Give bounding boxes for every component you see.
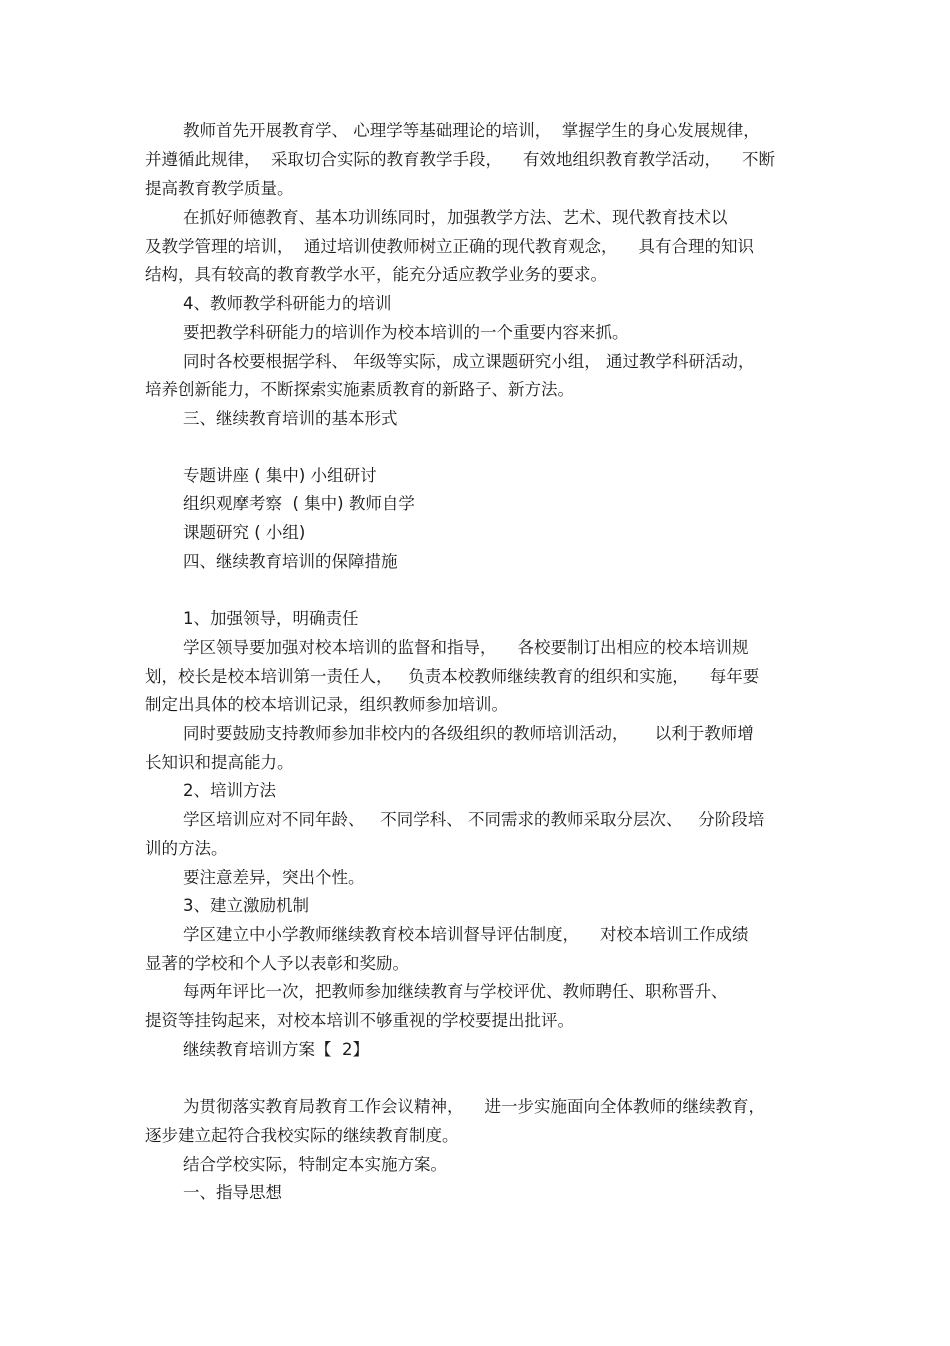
paragraph-line: 提资等挂钩起来，对校本培训不够重视的学校要提出批评。 xyxy=(145,1011,574,1030)
paragraph-line: 每两年评比一次，把教师参加继续教育与学校评优、教师聘任、职称晋升、 xyxy=(183,982,728,1001)
paragraph-line: 同时要鼓励支持教师参加非校内的各级组织的教师培训活动， 以利于教师增 xyxy=(183,724,754,743)
paragraph-line: 学区领导要加强对校本培训的监督和指导， 各校要制订出相应的校本培训规 xyxy=(183,638,749,657)
paragraph-line: 结合学校实际，特制定本实施方案。 xyxy=(183,1155,447,1174)
paragraph-line: 长知识和提高能力。 xyxy=(145,753,294,772)
paragraph-line: 逐步建立起符合我校实际的继续教育制度。 xyxy=(145,1126,459,1145)
paragraph-line: 提高教育教学质量。 xyxy=(145,179,294,198)
section-heading: 2、培训方法 xyxy=(183,781,276,800)
paragraph-line: 要注意差异，突出个性。 xyxy=(183,868,365,887)
list-item: 专题讲座 ( 集中) 小组研讨 xyxy=(183,466,377,485)
paragraph-line: 同时各校要根据学科、 年级等实际，成立课题研究小组， 通过教学科研活动， xyxy=(183,352,755,371)
paragraph-line: 学区建立中小学教师继续教育校本培训督导评估制度， 对校本培训工作成绩 xyxy=(183,925,749,944)
section-heading: 1、加强领导，明确责任 xyxy=(183,609,359,628)
list-item: 课题研究 ( 小组) xyxy=(183,523,306,542)
section-heading: 三、继续教育培训的基本形式 xyxy=(183,409,398,428)
paragraph-line: 教师首先开展教育学、 心理学等基础理论的培训， 掌握学生的身心发展规律， xyxy=(183,121,760,140)
paragraph-line: 显著的学校和个人予以表彰和奖励。 xyxy=(145,954,409,973)
paragraph-line: 培养创新能力，不断探索实施素质教育的新路子、新方法。 xyxy=(145,380,574,399)
paragraph-line: 为贯彻落实教育局教育工作会议精神， 进一步实施面向全体教师的继续教育， xyxy=(183,1097,765,1116)
section-title: 继续教育培训方案【 2】 xyxy=(183,1040,369,1059)
paragraph-line: 结构，具有较高的教育教学水平，能充分适应教学业务的要求。 xyxy=(145,265,607,284)
section-heading: 四、继续教育培训的保障措施 xyxy=(183,552,398,571)
section-heading: 一、指导思想 xyxy=(183,1183,282,1202)
paragraph-line: 训的方法。 xyxy=(145,839,228,858)
paragraph-line: 并遵循此规律， 采取切合实际的教育教学手段， 有效地组织教育教学活动， 不断 xyxy=(145,150,775,169)
paragraph-line: 学区培训应对不同年龄、 不同学科、 不同需求的教师采取分层次、 分阶段培 xyxy=(183,810,765,829)
list-item: 组织观摩考察 ( 集中) 教师自学 xyxy=(183,494,415,513)
paragraph-line: 在抓好师德教育、基本功训练同时，加强教学方法、艺术、现代教育技术以 xyxy=(183,208,728,227)
paragraph-line: 划，校长是校本培训第一责任人， 负责本校教师继续教育的组织和实施， 每年要 xyxy=(145,667,760,686)
paragraph-line: 要把教学科研能力的培训作为校本培训的一个重要内容来抓。 xyxy=(183,323,629,342)
paragraph-line: 制定出具体的校本培训记录，组织教师参加培训。 xyxy=(145,695,508,714)
section-heading: 4、教师教学科研能力的培训 xyxy=(183,294,392,313)
section-heading: 3、建立激励机制 xyxy=(183,896,309,915)
paragraph-line: 及教学管理的培训， 通过培训使教师树立正确的现代教育观念， 具有合理的知识 xyxy=(145,237,754,256)
